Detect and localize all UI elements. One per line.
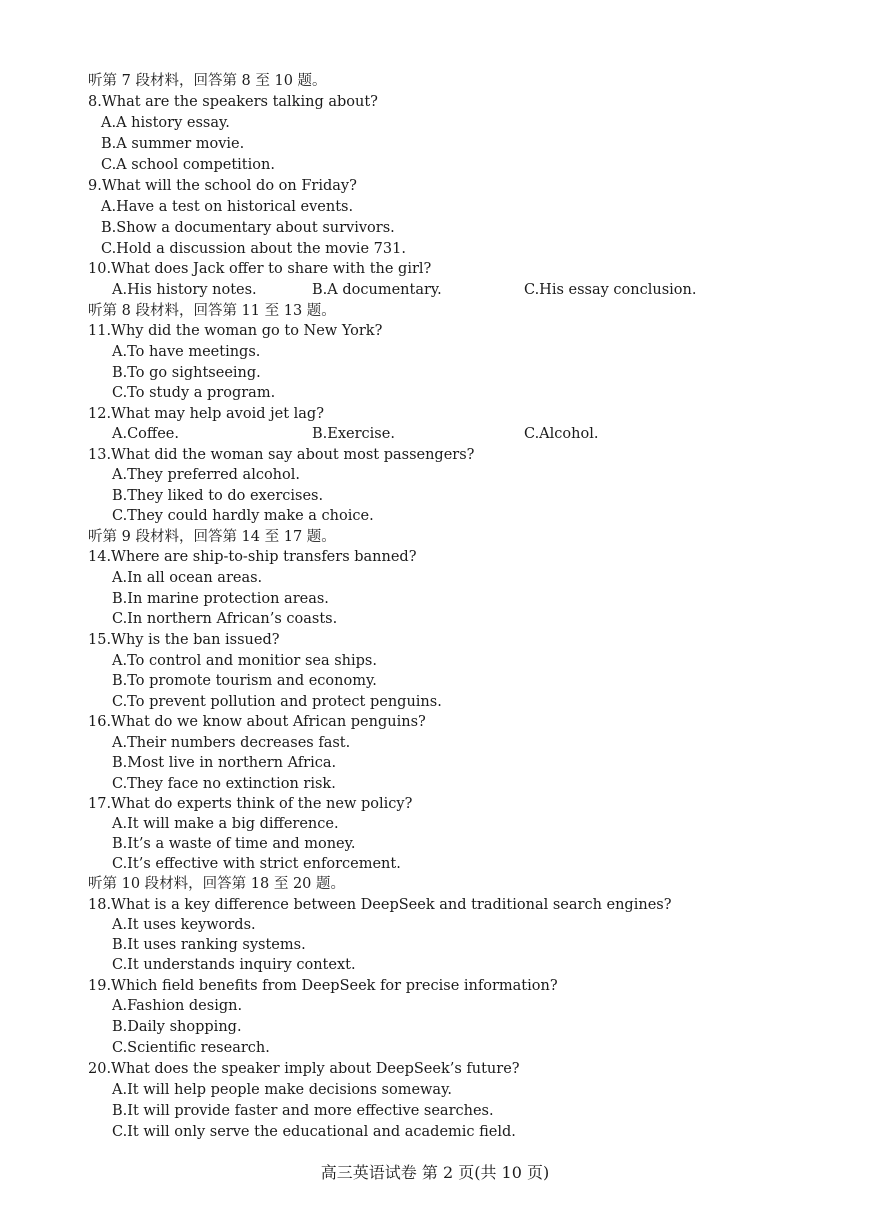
answer-option: C.To study a program. [112,385,276,401]
answer-option: A.Fashion design. [112,998,243,1014]
answer-option: C.It’s effective with strict enforcement. [112,856,401,872]
answer-option: A.They preferred alcohol. [112,467,300,483]
answer-option: A.It will make a big difference. [112,816,339,832]
answer-option: B.They liked to do exercises. [112,488,324,504]
question-text: 11.Why did the woman go to New York? [88,323,383,339]
answer-option: A.It will help people make decisions someway. [112,1082,452,1098]
answer-option: C.It will only serve the educational and academic field. [112,1124,516,1140]
answer-option: A.A history essay. [101,115,230,131]
answer-option: B.Show a documentary about survivors. [101,220,395,236]
answer-option: A.To control and monitior sea ships. [112,653,377,669]
question-text: 8.What are the speakers talking about? [88,94,378,110]
answer-option: B.A summer movie. [101,136,245,152]
answer-option: B.It uses ranking systems. [112,937,306,953]
answer-option: B.In marine protection areas. [112,591,329,607]
answer-option: C.Scientific research. [112,1040,270,1056]
answer-option: B.Most live in northern Africa. [112,755,337,771]
answer-option: A.It uses keywords. [112,917,256,933]
answer-option: B.To promote tourism and economy. [112,673,377,689]
answer-option: A.His history notes. [112,282,257,298]
answer-option: A.To have meetings. [112,344,261,360]
answer-option: B.To go sightseeing. [112,365,261,381]
answer-option: C.His essay conclusion. [524,282,697,298]
question-text: 16.What do we know about African penguins? [88,714,426,730]
section-header: 听第 9 段材料，回答第 14 至 17 题。 [88,529,336,545]
answer-option: C.They could hardly make a choice. [112,508,374,524]
question-text: 10.What does Jack offer to share with the girl? [88,261,432,277]
answer-option: B.Exercise. [312,426,395,442]
answer-option: C.It understands inquiry context. [112,957,356,973]
page-footer: 高三英语试卷 第 2 页(共 10 页) [320,1163,550,1182]
answer-option: C.In northern African’s coasts. [112,611,338,627]
answer-option: B.A documentary. [312,282,442,298]
answer-option: C.Hold a discussion about the movie 731. [101,241,406,257]
question-text: 20.What does the speaker imply about DeepSeek’s future? [88,1061,520,1077]
answer-option: B.It’s a waste of time and money. [112,836,356,852]
question-text: 12.What may help avoid jet lag? [88,406,324,422]
answer-option: A.In all ocean areas. [112,570,263,586]
section-header: 听第 8 段材料，回答第 11 至 13 题。 [88,303,336,319]
answer-option: C.They face no extinction risk. [112,776,336,792]
question-text: 15.Why is the ban issued? [88,632,280,648]
section-header: 听第 10 段材料，回答第 18 至 20 题。 [88,876,346,892]
answer-option: A.Coffee. [112,426,179,442]
answer-option: A.Have a test on historical events. [101,199,354,215]
question-text: 18.What is a key difference between DeepSeek and traditional search engines? [88,897,672,913]
answer-option: C.Alcohol. [524,426,599,442]
answer-option: B.Daily shopping. [112,1019,242,1035]
question-text: 9.What will the school do on Friday? [88,178,357,194]
section-header: 听第 7 段材料，回答第 8 至 10 题。 [88,73,327,89]
answer-option: A.Their numbers decreases fast. [112,735,351,751]
question-text: 14.Where are ship-to-ship transfers banned? [88,549,417,565]
answer-option: C.A school competition. [101,157,275,173]
question-text: 19.Which field benefits from DeepSeek for precise information? [88,978,558,994]
answer-option: C.To prevent pollution and protect penguins. [112,694,442,710]
question-text: 13.What did the woman say about most passengers? [88,447,475,463]
question-text: 17.What do experts think of the new policy? [88,796,413,812]
answer-option: B.It will provide faster and more effective searches. [112,1103,494,1119]
